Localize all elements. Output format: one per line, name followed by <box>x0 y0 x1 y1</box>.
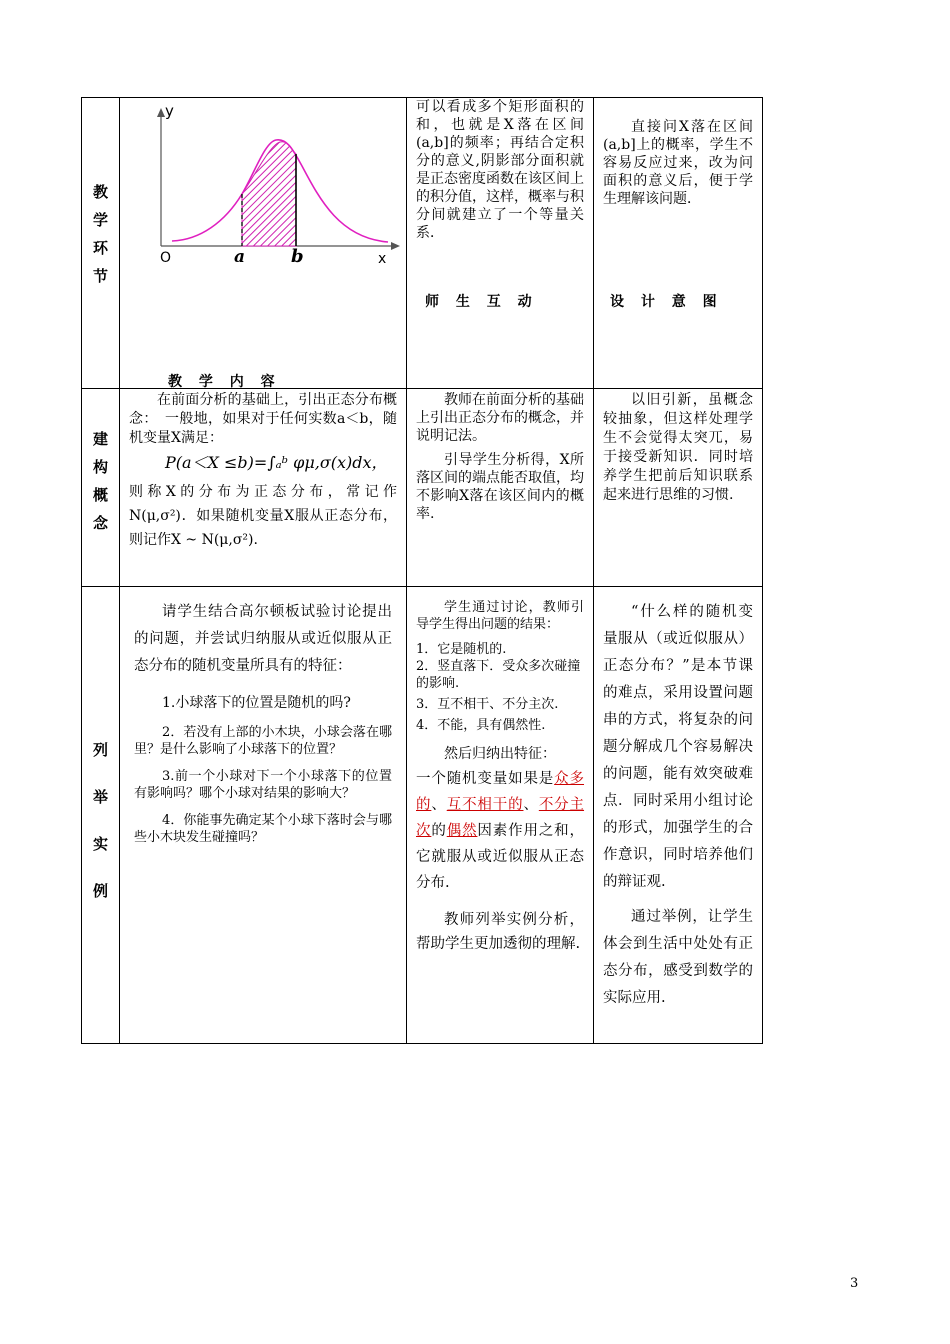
highlight-many: 众多的 <box>416 771 585 813</box>
intent-text: 以旧引新，虽概念较抽象，但这样处理学生不会觉得太突兀，易于接受新知识．同时培养学生把前后知识联系起来进行思维的习惯. <box>603 392 753 503</box>
question-3: 3.前一个小球对下一个小球落下的位置有影响吗？哪个小球对结果的影响大？ <box>134 769 392 801</box>
interaction-p2: 引导学生分析得，X所落区间的端点能否取值，均不影响X落在该区间内的概率. <box>416 452 584 522</box>
row2-content-cell <box>120 389 407 587</box>
intent-header: 设 计 意 图 <box>610 294 723 310</box>
intent-text: 直接问X落在区间(a,b]上的概率，学生不容易反应过来，改为问面积的意义后，便于学生理解该问题． <box>603 119 753 207</box>
question-2: 2．若没有上部的小木块，小球会落在哪里？是什么影响了小球落下的位置？ <box>134 725 392 757</box>
row1-content-cell <box>120 98 407 389</box>
row3-intent-cell <box>594 587 763 1044</box>
origin-label: O <box>160 250 172 266</box>
feature-summary: 一个随机变量如果是众多的、互不相干的、不分主次的偶然因素作用之和，它就服从或近似服从正态分布. <box>416 771 585 891</box>
row-teaching-stage <box>82 98 763 389</box>
x-axis-arrow <box>391 242 400 250</box>
row2-intent-cell <box>594 389 763 587</box>
lesson-table <box>81 97 763 1044</box>
page-number: 3 <box>850 1276 859 1291</box>
content-header: 教 学 内 容 <box>168 374 281 390</box>
highlight-no-primary: 不分主次 <box>416 797 585 839</box>
highlight-independent: 互不相干的 <box>446 797 524 813</box>
b-label: b <box>291 246 304 267</box>
row-examples <box>82 587 763 1044</box>
y-axis-arrow <box>157 108 165 117</box>
interaction-p1: 学生通过讨论，教师引导学生得出问题的结果： <box>416 600 584 632</box>
interaction-p2-prefix: 然后归纳出特征： <box>444 746 556 762</box>
shaded-area <box>242 142 296 246</box>
row1-intent-cell <box>594 98 763 389</box>
concept-intro: 在前面分析的基础上，引出正态分布概念： 一般地，如果对于任何实数a＜b，随机变量X满足： <box>129 392 397 446</box>
answer-2: 2．竖直落下．受众多次碰撞的影响. <box>416 659 581 691</box>
interaction-text: 可以看成多个矩形面积的和，也就是X落在区间(a,b]的频率；再结合定积分的意义,阴影部分面积就是正态密度函数在该区间上的积分值，这样，概率与积分间就建立了一个等量关系． <box>416 99 584 241</box>
interaction-header: 师 生 互 动 <box>425 294 538 310</box>
interaction-p3: 教师列举实例分析，帮助学生更加透彻的理解. <box>416 912 584 952</box>
question-1: 1.小球落下的位置是随机的吗? <box>162 695 351 711</box>
x-label: x <box>378 251 387 267</box>
row3-content-cell <box>120 587 407 1044</box>
y-label: y <box>165 102 174 120</box>
row3-label: 列 举 实 例 <box>82 587 120 1044</box>
answer-3: 3．互不相干、不分主次. <box>416 697 559 712</box>
a-label: a <box>234 247 246 267</box>
concept-definition: 则称X的分布为正态分布，常记作N(μ,σ²)．如果随机变量X服从正态分布，则记作X ~ N(μ,σ²). <box>129 484 397 548</box>
row-build-concept <box>82 389 763 587</box>
row2-interaction-cell <box>407 389 594 587</box>
highlight-random: 偶然 <box>446 823 478 839</box>
question-4: 4．你能事先确定某个小球下落时会与哪些小木块发生碰撞吗？ <box>134 813 392 845</box>
normal-curve-figure <box>130 100 387 270</box>
answer-4: 4．不能，具有偶然性. <box>416 718 546 733</box>
interaction-p1: 教师在前面分析的基础上引出正态分布的概念，并说明记法。 <box>416 392 584 444</box>
discussion-prompt: 请学生结合高尔顿板试验讨论提出的问题，并尝试归纳服从或近似服从正态分布的随机变量所具有的特征： <box>134 604 392 674</box>
intent-p1: “什么样的随机变量服从（或近似服从）正态分布？”是本节课的难点，采用设置问题串的方式，将复杂的问题分解成几个容易解决的问题，能有效突破难点．同时采用小组讨论的形式，加强学生的合作意识，同时培养他们的辩证观. <box>603 604 753 890</box>
row1-interaction-cell <box>407 98 594 389</box>
row1-label: 教 学 环 节 <box>82 98 120 389</box>
row2-label: 建 构 概 念 <box>82 389 120 587</box>
row3-interaction-cell <box>407 587 594 1044</box>
intent-p2: 通过举例，让学生体会到生活中处处有正态分布，感受到数学的实际应用. <box>603 909 753 1006</box>
answer-1: 1．它是随机的. <box>416 642 507 657</box>
probability-formula: P(a＜X ≤b)=∫ₐᵇ φμ,σ(x)dx， <box>165 453 388 472</box>
